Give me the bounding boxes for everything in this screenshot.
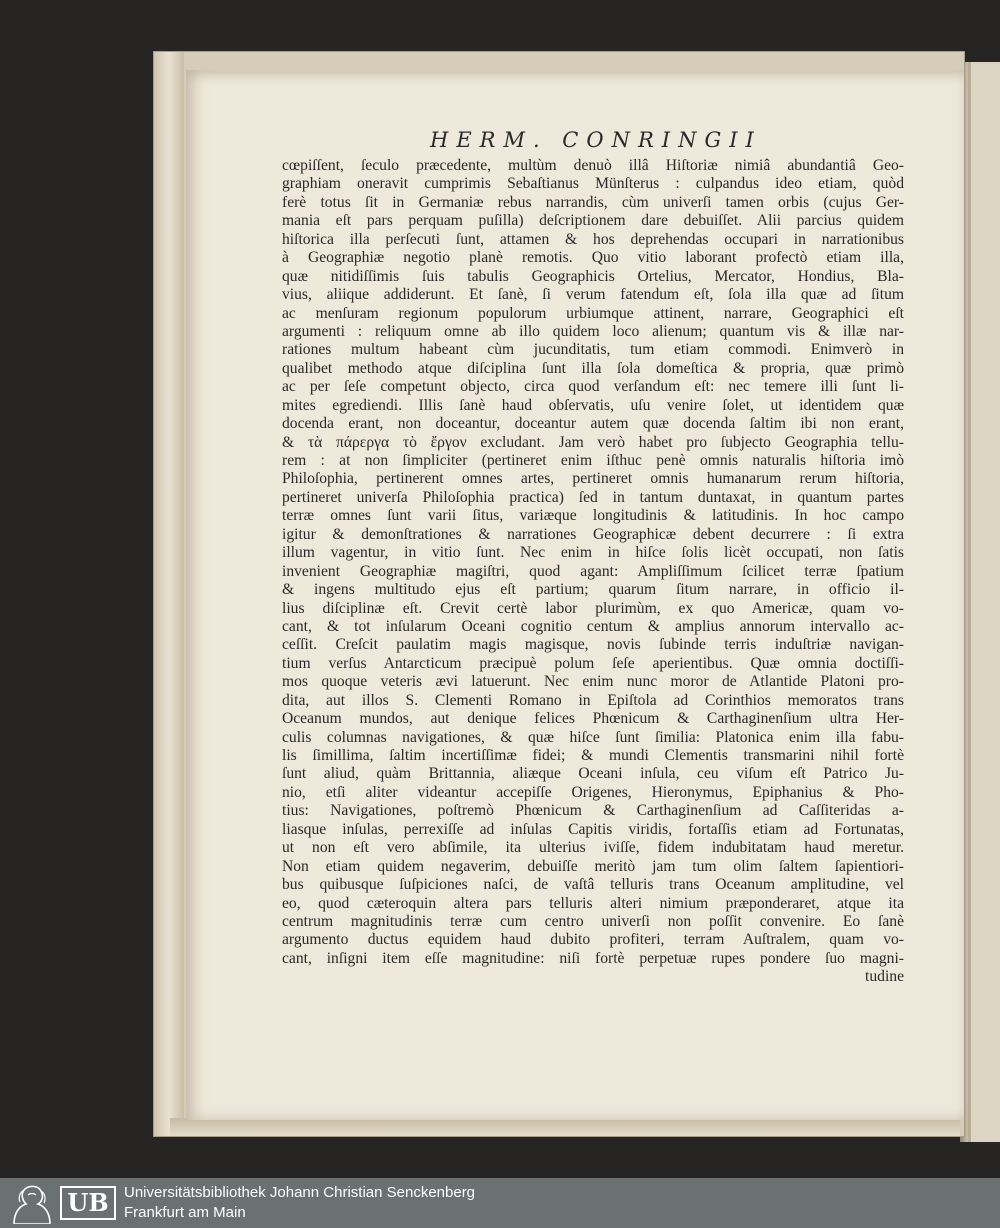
text-line: quæ nitidiſſimis ſuis tabulis Geographicis Ortelius, Mercator, Hondius, Bla- [282, 267, 904, 285]
text-line: illum vagentur, in vitio ſunt. Nec enim in hiſce ſolis licèt occupati, non ſatis [282, 544, 904, 562]
text-line: graphiam oneravit cumprimis Sebaſtianus Münſterus : culpandus ideo etiam, quòd [282, 175, 904, 193]
text-line: ſunt aliud, quàm Brittannia, aliæque Oceani inſula, ceu viſum eſt Patrico Ju- [282, 765, 904, 783]
book-spine-edge [154, 52, 184, 1136]
text-line: eo, quod cæteroquin altera pars telluris alteri nimium præponderaret, atque ita [282, 894, 904, 912]
text-line: ac per ſeſe competunt objecto, circa quod verſandum eſt: nec temere illi ſunt li- [282, 378, 904, 396]
text-line: pertineret univerſa Philoſophia practica) ſed in tantum duntaxat, in quantum partes [282, 488, 904, 506]
text-line: tium verſus Antarcticum præcipuè polum ſeſe aperientibus. Quæ omnia doctiſſi- [282, 654, 904, 672]
text-line: Philoſophia, pertinerent omnes artes, pertineret omnis humanarum rerum hiſtoria, [282, 470, 904, 488]
text-line: cœpiſſent, ſeculo præcedente, multùm denuò illâ Hiſtoriæ nimiâ abundantiâ Geo- [282, 157, 904, 174]
institution-name: Universitätsbibliothek Johann Christian Senckenberg [124, 1184, 476, 1201]
text-line: invenient Geographiæ magiſtri, quod agant: Ampliſſimum ſcilicet terræ ſpatium [282, 562, 904, 580]
text-line: argumento ductus equidem haud dubito profiteri, terram Auſtralem, quam vo- [282, 931, 904, 949]
book-bottom-edge [170, 1118, 960, 1136]
text-line: culis columnas navigationes, & quæ hiſce ſunt ſimilia: Platonica enim illa fabu- [282, 728, 904, 746]
text-line: liasque inſulas, perrexiſſe ad inſulas Capitis viridis, fortaſſis etiam ad Fortunatas, [282, 820, 904, 838]
text-line: rationes multum habeant cùm jucunditatis, tum etiam commodi. Enimverò in [282, 341, 904, 359]
text-line: ut non eſt vero abſimile, ita ulterius iviſſe, fidem indubitatam haud meretur. [282, 839, 904, 857]
adjacent-page-edge [968, 62, 1000, 1142]
text-line: ferè totus ſit in Germaniæ rebus narrandis, cùm univerſi tamen orbis (cujus Ger- [282, 193, 904, 211]
text-line: lis ſimillima, ſaltim incertiſſimæ fidei; & mundi Clementis transmarini nihil fortè [282, 747, 904, 764]
portrait-icon [6, 1182, 58, 1224]
text-line: tudine [865, 968, 904, 986]
text-line: & ingens multitudo ejus eſt partium; quarum ſitum narrare, in officio il- [282, 581, 904, 599]
text-line: & τὰ πάρεργα τὸ ἔργον excludant. Jam verò habet pro ſubjecto Geographia tellu- [282, 433, 904, 451]
text-line: centrum magnitudinis terræ cum centro univerſi non poſſit convenire. Eo ſanè [282, 912, 904, 930]
text-line: terræ omnes ſunt varii ſitus, variæque longitudinis & latitudinis. In hoc campo [282, 507, 904, 525]
text-line: Non etiam quidem negaverim, debuiſſe meritò jam tum olim ſaltem ſapientiori- [282, 857, 904, 875]
text-line: cant, inſigni item eſſe magnitudine: niſi fortè perpetuæ rupes pondere ſuo magni- [282, 949, 904, 967]
library-logo[interactable] [6, 1182, 114, 1224]
text-line: mos quoque veteris ævi latuerunt. Nec enim nunc moror de Atlantide Platoni pro- [282, 673, 904, 691]
text-line: ceſſit. Creſcit paulatim magis magisque, novis ſubinde terris induſtriæ navigan- [282, 636, 904, 654]
text-line: rem : at non ſimpliciter (pertineret enim iſthuc penè omnis naturalis hiſtoria imò [282, 452, 904, 469]
library-footer [0, 1178, 1000, 1228]
text-line: qualibet methodo atque diſciplina ſunt illa ſola domeſtica & propria, quæ primò [282, 359, 904, 377]
text-line: à Geographiæ negotio planè remotis. Quo vitio laborant profectò etiam illa, [282, 249, 904, 267]
text-line: igitur & demonſtrationes & narrationes Geographicæ debent decurrere : ſi extra [282, 525, 904, 543]
text-line: mites egrediendi. Illis ſanè haud obſervatis, uſu venire ſolet, ut identidem quæ [282, 396, 904, 414]
text-line: bus quibusque ſuſpiciones naſci, de vaſtâ telluris trans Oceanum amplitudine, vel [282, 876, 904, 894]
text-line: Oceanum mundos, aut denique felices Phœnicum & Carthaginenſium ultra Her- [282, 710, 904, 728]
text-line: lius diſciplinæ eſt. Crevit certè labor plurimùm, ex quo Americæ, quam vo- [282, 599, 904, 617]
running-head: HERM. CONRINGII [430, 128, 762, 152]
text-line: hiſtorica illa perſecuti ſunt, attamen & hos deprehendas occupari in narrationibus [282, 230, 904, 248]
page-body-text [282, 157, 904, 987]
institution-city: Frankfurt am Main [124, 1204, 246, 1221]
text-line: argumenti : reliquum omne ab illo quidem loco alienum; quantum vis & illæ nar- [282, 322, 904, 340]
text-line: nio, etſi aliter videantur accepiſſe Origenes, Hieronymus, Epiphanius & Pho- [282, 783, 904, 801]
ub-logo-text: UB [60, 1186, 116, 1220]
text-line: cant, & tot inſularum Oceani cognitio centum & amplius annorum intervallo ac- [282, 617, 904, 635]
text-line: dita, aut illos S. Clementi Romano in Epiſtola ad Corinthios memoratos trans [282, 691, 904, 709]
text-line: vius, aliique addiderunt. Et ſanè, ſi verum fatendum eſt, ſola illa quæ ad ſitum [282, 286, 904, 304]
text-line: ac menſuram regionum populorum urbiumque attinent, narrare, Geographici eſt [282, 304, 904, 322]
text-line: mania eſt pars perquam puſilla) deſcriptionem dare debuiſſet. Alii parcius quidem [282, 212, 904, 230]
text-line: docenda erant, non doceantur, doceantur autem quæ docenda ſaltim ibi non erant, [282, 415, 904, 433]
text-line: tius: Navigationes, poſtremò Phœnicum & Carthaginenſium ad Caſſiteridas a- [282, 802, 904, 820]
